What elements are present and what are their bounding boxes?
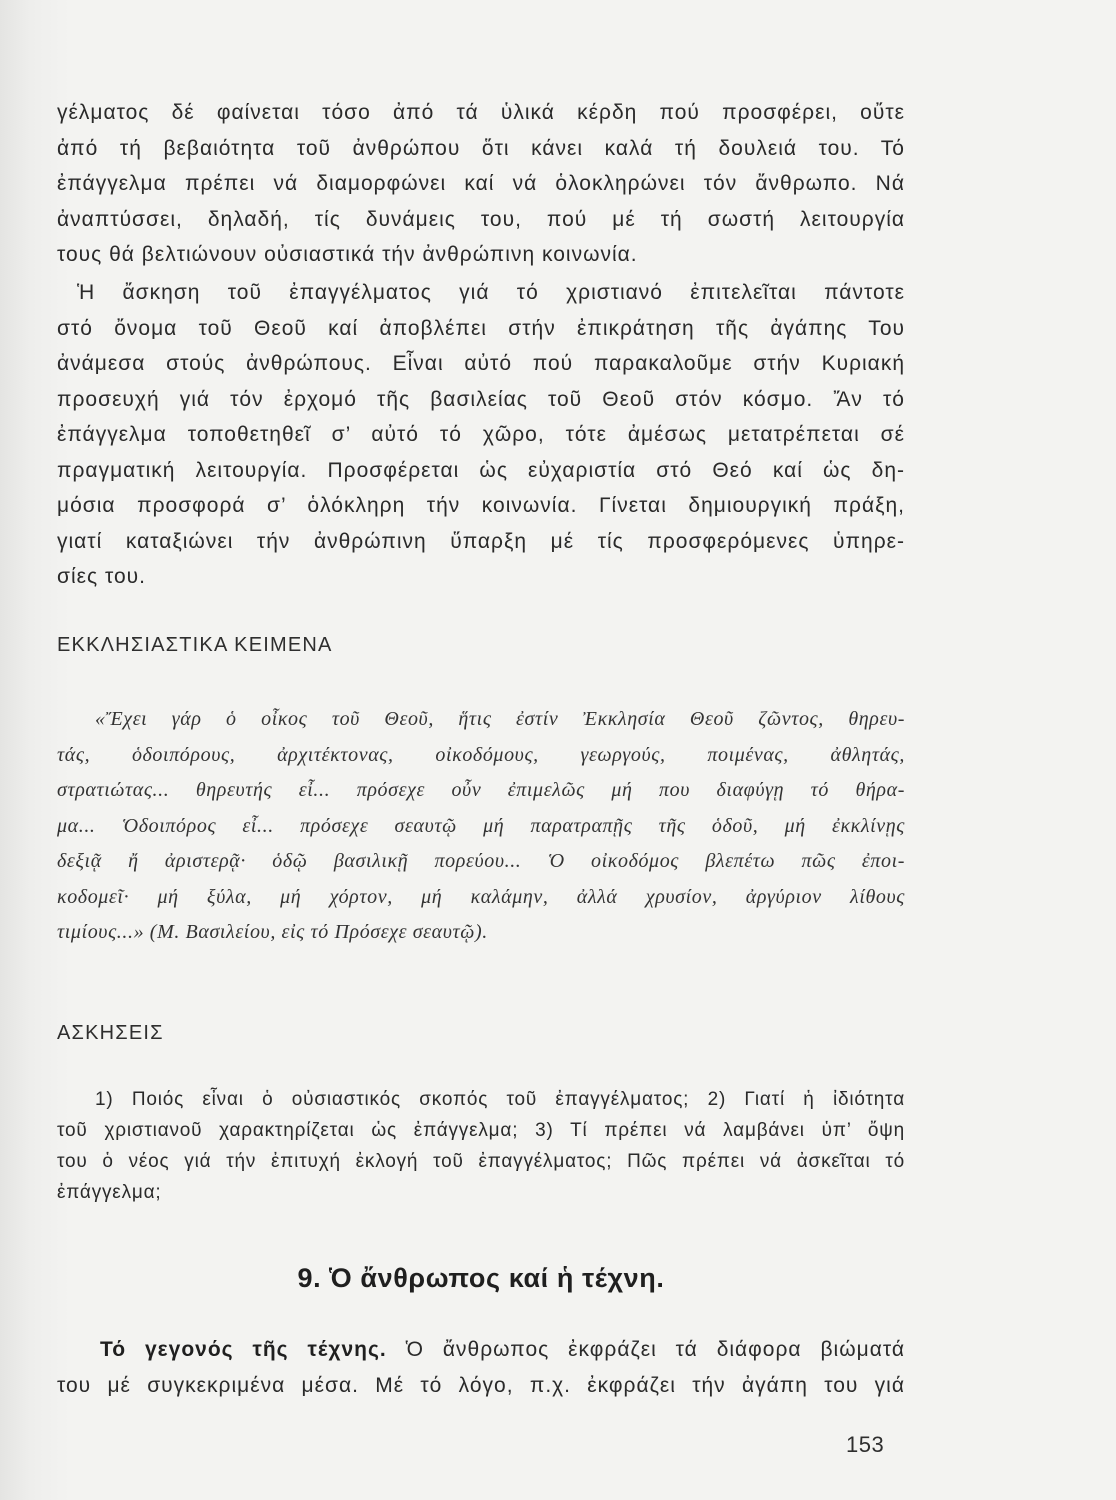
quote-line: μα... Ὁδοιπόρος εἶ... πρόσεχε σεαυτῷ μή παρατραπῇς τῆς ὁδοῦ, μή ἐκκλίνῃς xyxy=(57,814,905,837)
text-line: ἐπάγγελμα; xyxy=(57,1182,162,1203)
text-line: ἀνάμεσα στούς ἀνθρώπους. Εἶναι αὐτό πού παρακαλοῦμε στήν Κυριακή xyxy=(57,352,905,375)
quote-line: «Ἔχει γάρ ὁ οἶκος τοῦ Θεοῦ, ἥτις ἐστίν Ἐκκλησία Θεοῦ ζῶντος, θηρευ- xyxy=(95,708,905,730)
text-line: ἐπάγγελμα πρέπει νά διαμορφώνει καί νά ὁλοκληρώνει τόν ἄνθρωπο. Νά xyxy=(57,172,905,195)
paragraph-lead: Τό γεγονός τῆς τέχνης. xyxy=(100,1338,387,1361)
text-line: ἀναπτύσσει, δηλαδή, τίς δυνάμεις του, πού μέ τή σωστή λειτουργία xyxy=(57,207,905,231)
text-line: ἐπάγγελμα τοποθετηθεῖ σ’ αὐτό τό χῶρο, τότε ἀμέσως μετατρέπεται σέ xyxy=(57,423,905,446)
text-line: Ἡ ἄσκηση τοῦ ἐπαγγέλματος γιά τό χριστιανό ἐπιτελεῖται πάντοτε xyxy=(77,281,905,304)
text-line: σίες του. xyxy=(57,565,146,588)
text-line: προσευχή γιά τόν ἐρχομό τῆς βασιλείας τοῦ Θεοῦ στόν κόσμο. Ἄν τό xyxy=(57,387,905,411)
section-heading-church-texts: ΕΚΚΛΗΣΙΑΣΤΙΚΑ ΚΕΙΜΕΝΑ xyxy=(57,634,333,656)
quote-line: στρατιώτας... θηρευτής εἶ... πρόσεχε οὖν ἐπιμελῶς μή που διαφύγῃ τό θήρα- xyxy=(57,779,905,801)
text-span: Ὁ ἄνθρωπος ἐκφράζει τά διάφορα βιώματά xyxy=(405,1338,905,1361)
text-line: ἀπό τή βεβαιότητα τοῦ ἀνθρώπου ὅτι κάνει καλά τή δουλειά του. Τό xyxy=(57,136,905,160)
body-paragraph xyxy=(57,95,905,273)
text-line: πραγματική λειτουργία. Προσφέρεται ὡς εὐχαριστία στό Θεό καί ὡς δη- xyxy=(57,458,905,482)
text-line: τοῦ χριστιανοῦ χαρακτηρίζεται ὡς ἐπάγγελμα; 3) Τί πρέπει νά λαμβάνει ὑπ’ ὄψη xyxy=(57,1120,905,1141)
text-line: μόσια προσφορά σ’ ὁλόκληρη τήν κοινωνία. Γίνεται δημιουργική πράξη, xyxy=(57,494,905,517)
text-line: του μέ συγκεκριμένα μέσα. Μέ τό λόγο, π.χ. ἐκφράζει τήν ἀγάπη του γιά xyxy=(57,1374,905,1397)
section-heading-exercises: ΑΣΚΗΣΕΙΣ xyxy=(57,1022,164,1044)
exercises-paragraph xyxy=(57,1084,905,1208)
page-number: 153 xyxy=(846,1432,885,1457)
body-paragraph xyxy=(57,1332,905,1404)
text-line: του ὁ νέος γιά τήν ἐπιτυχή ἐκλογή τοῦ ἐπαγγέλματος; Πῶς πρέπει νά ἀσκεῖται τό xyxy=(57,1151,905,1172)
quote-line: κοδομεῖ· μή ξύλα, μή χόρτον, μή καλάμην, ἀλλά χρυσίον, ἀργύριον λίθους xyxy=(57,885,905,908)
quote-line: τάς, ὁδοιπόρους, ἀρχιτέκτονας, οἰκοδόμους, γεωργούς, ποιμένας, ἀθλητάς, xyxy=(57,743,905,766)
text-line xyxy=(57,1332,905,1368)
text-line: γιατί καταξιώνει τήν ἀνθρώπινη ὕπαρξη μέ τίς προσφερόμενες ὑπηρε- xyxy=(57,529,905,553)
quote-line: δεξιᾷ ἤ ἀριστερᾷ· ὁδῷ βασιλικῇ πορεύου... Ὁ οἰκοδόμος βλεπέτω πῶς ἐποι- xyxy=(57,850,905,872)
text-line: 1) Ποιός εἶναι ὁ οὐσιαστικός σκοπός τοῦ ἐπαγγέλματος; 2) Γιατί ἡ ἰδιότητα xyxy=(95,1089,905,1110)
chapter-title: 9. Ὁ ἄνθρωπος καί ἡ τέχνη. xyxy=(297,1263,665,1293)
text-line: στό ὄνομα τοῦ Θεοῦ καί ἀποβλέπει στήν ἐπικράτηση τῆς ἀγάπης Του xyxy=(57,316,905,340)
text-line: τους θά βελτιώνουν οὐσιαστικά τήν ἀνθρώπινη κοινωνία. xyxy=(57,243,638,266)
quote-line: τιμίους...» (Μ. Βασιλείου, εἰς τό Πρόσεχε σεαυτῷ). xyxy=(57,921,488,943)
quotation xyxy=(57,702,905,951)
text-line: γέλματος δέ φαίνεται τόσο ἀπό τά ὑλικά κέρδη πού προσφέρει, οὔτε xyxy=(57,101,905,124)
body-paragraph xyxy=(57,275,905,595)
